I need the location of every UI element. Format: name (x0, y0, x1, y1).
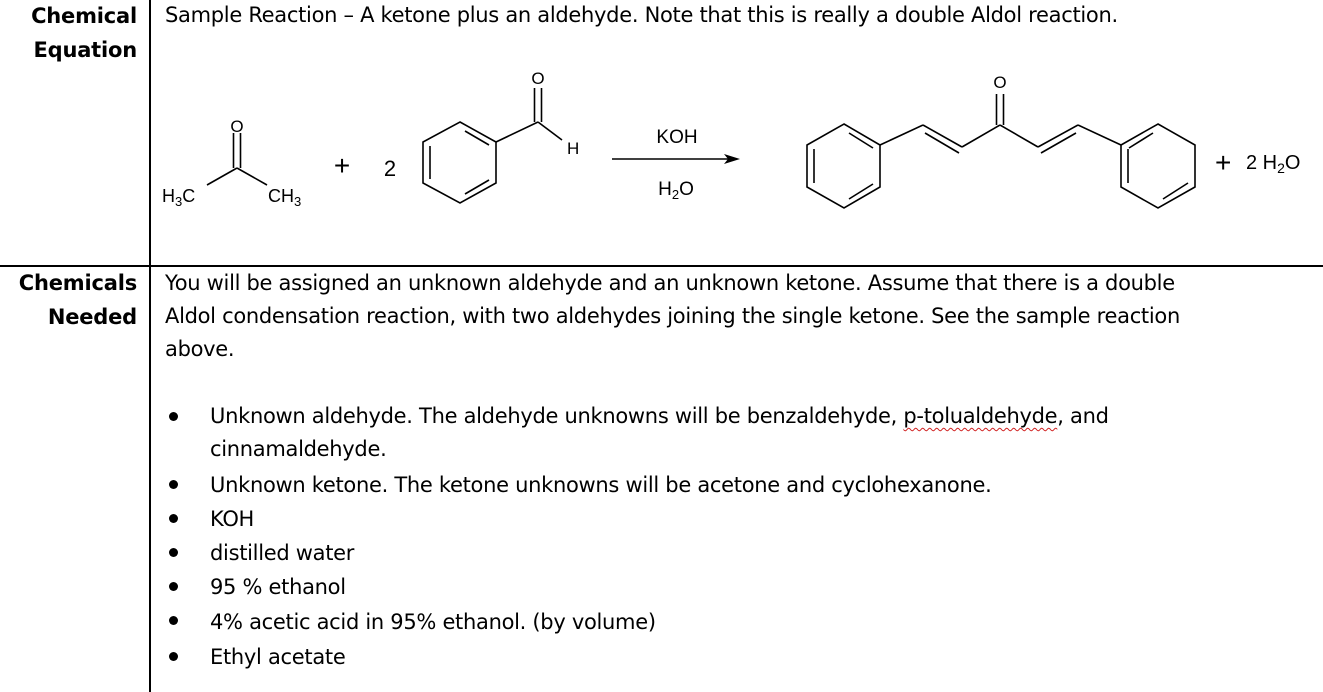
list-item: Unknown ketone. The ketone unknowns will be acetone and cyclohexanone. (165, 468, 1109, 502)
aldehyde-oxygen-label: O (531, 69, 545, 88)
stoichiometric-coefficient: 2 (383, 156, 397, 181)
spellcheck-flagged-word[interactable]: p-tolualdehyde (903, 404, 1058, 428)
reagent-koh: KOH (656, 127, 698, 148)
benzaldehyde-structure (423, 88, 562, 203)
list-item: 95 % ethanol (165, 570, 1109, 604)
ketone-right-methyl-label: $CH_3$ (268, 186, 302, 209)
label-line: Chemicals (18, 271, 137, 295)
list-item: KOH (165, 502, 1109, 536)
list-item: Unknown aldehyde. The aldehyde unknowns will be benzaldehyde, p-tolualdehyde, and cinnamaldehyde. (165, 400, 1109, 466)
chemicals-list (165, 400, 1109, 674)
paragraph-line: You will be assigned an unknown aldehyde and an unknown ketone. Assume that there is a double (165, 271, 1175, 295)
sample-reaction-text: Sample Reaction – A ketone plus an aldehyde. Note that this is really a double Aldol reaction. (165, 3, 1118, 27)
row-label-chemical-equation (31, 0, 137, 67)
list-item: Ethyl acetate (165, 640, 1109, 674)
byproduct-plus-sign: + (1215, 147, 1232, 178)
ketone-oxygen-label: O (230, 117, 244, 136)
list-item: 4% acetic acid in 95% ethanol. (by volume) (165, 604, 1109, 640)
acetone-structure (207, 133, 267, 185)
reaction-arrow (612, 154, 740, 164)
aldehyde-hydrogen-label: H (567, 139, 580, 158)
byproduct-water: 2 $H_2O$ (1246, 152, 1301, 176)
label-line: Equation (33, 38, 137, 62)
plus-sign: + (333, 150, 351, 181)
label-line: Needed (47, 305, 137, 329)
solvent-water: $H_2O$ (658, 179, 694, 202)
dibenzalacetone-structure (807, 94, 1195, 208)
paragraph-line: Aldol condensation reaction, with two aldehydes joining the single ketone. See the sample reaction (165, 304, 1180, 328)
product-oxygen-label: O (993, 73, 1007, 92)
instructions-paragraph (165, 267, 1315, 366)
list-item: distilled water (165, 536, 1109, 570)
row-label-chemicals-needed (19, 266, 137, 334)
label-line: Chemical (31, 4, 137, 28)
reaction-scheme (150, 60, 1323, 230)
paragraph-line: above. (165, 337, 235, 361)
ketone-left-methyl-label: $H_3C$ (162, 186, 196, 209)
